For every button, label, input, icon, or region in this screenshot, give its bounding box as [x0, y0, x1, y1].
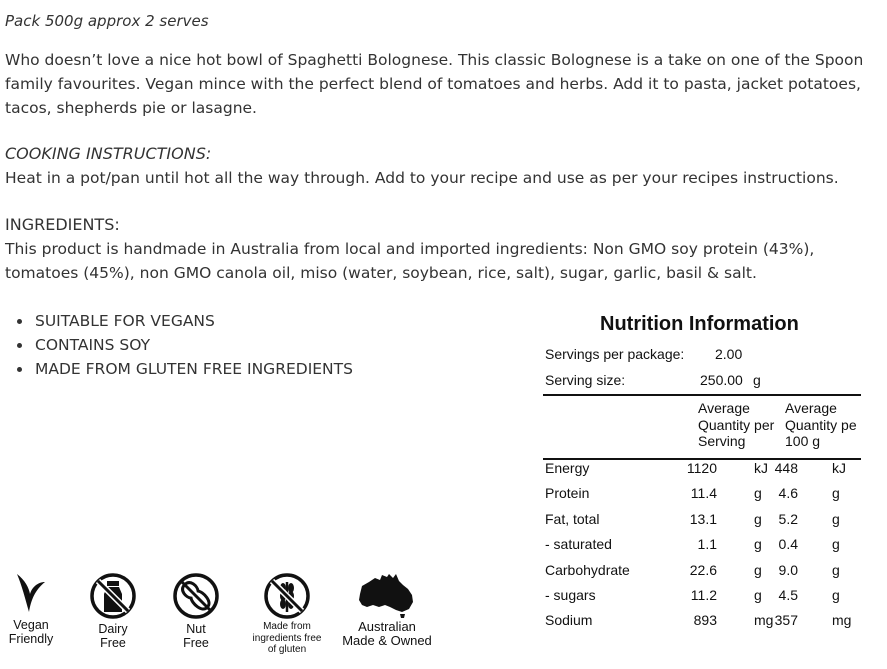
header-line: Quantity pe: [785, 416, 857, 433]
vegan-friendly-icon: [13, 570, 49, 616]
per-100g-unit: g: [832, 510, 840, 527]
per-100g-value: 4.5: [778, 587, 798, 603]
per-serving-value: 893: [693, 612, 717, 629]
badge-label: of gluten: [267, 644, 307, 655]
per-100g-unit: kJ: [832, 460, 846, 476]
header-line: Quantity per: [698, 416, 775, 433]
nut-free-badge: [170, 572, 222, 650]
badge-label: Free: [100, 636, 126, 650]
badge-label: Vegan: [13, 618, 49, 632]
australian-made-badge: [334, 572, 440, 648]
serving-size-value: 250.00: [700, 372, 743, 388]
per-100g-value: 5.2: [778, 510, 798, 527]
nutrient-name: Carbohydrate: [545, 561, 630, 578]
badge-label: ingredients free: [252, 632, 322, 644]
per-serving-unit: g: [754, 536, 762, 553]
badge-label: Friendly: [8, 632, 54, 646]
badge-label: Made from: [263, 621, 311, 632]
per-serving-value: 1.1: [697, 536, 717, 553]
nutrition-title: Nutrition Information: [600, 313, 799, 335]
servings-label: Servings per package:: [545, 346, 685, 362]
per-serving-value: 11.4: [690, 485, 717, 502]
table-rule-top: [543, 394, 861, 396]
badge-label: Dairy: [98, 622, 128, 636]
per-100g-value: 0.4: [778, 536, 798, 553]
australia-map-icon: [356, 572, 418, 618]
per-serving-unit: g: [754, 587, 762, 603]
badge-label: Australian: [358, 619, 416, 634]
dietary-claims: [14, 309, 353, 381]
header-line: 100 g: [785, 433, 821, 449]
cooking-instructions: Heat in a pot/pan until hot all the way through. Add to your recipe and use as per your recipes instructions.: [5, 169, 839, 187]
nutrient-name: - saturated: [545, 536, 612, 553]
per-serving-unit: kJ: [754, 460, 768, 476]
per-serving-value: 1120: [686, 460, 717, 476]
nutrient-name: - sugars: [545, 587, 596, 603]
per-100g-unit: mg: [832, 612, 852, 629]
per-100g-unit: g: [832, 561, 840, 578]
per-100g-value: 9.0: [778, 561, 798, 578]
claim-item: CONTAINS SOY: [14, 333, 353, 357]
cooking-heading: COOKING INSTRUCTIONS:: [5, 144, 212, 163]
dairy-free-badge: [87, 572, 139, 650]
column-header-per-serving: [698, 400, 774, 450]
gluten-free-badge: [244, 572, 330, 656]
badge-label: Free: [183, 636, 209, 650]
per-serving-unit: g: [754, 561, 762, 578]
header-line: Average: [698, 400, 750, 416]
product-description: Who doesn’t love a nice hot bowl of Spaghetti Bolognese. This classic Bolognese is a take on one of the Spoon family favourites. Vegan mince with the perfect blend of tomatoes and herbs. Add it to pasta, jacket potatoes, tacos, shepherds pie or lasagne.: [5, 51, 864, 117]
per-serving-value: 11.2: [690, 587, 717, 603]
header-line: Average: [785, 400, 837, 416]
dairy-free-icon: [89, 572, 137, 620]
nutrient-name: Fat, total: [545, 510, 600, 527]
per-100g-unit: g: [832, 536, 840, 553]
vegan-friendly-badge: [6, 570, 56, 646]
nutrient-name: Sodium: [545, 612, 593, 629]
serving-size-unit: g: [753, 372, 761, 388]
per-serving-value: 22.6: [689, 561, 717, 578]
per-100g-value: 357: [774, 612, 798, 629]
ingredients-heading: INGREDIENTS:: [5, 215, 120, 234]
per-100g-unit: g: [832, 485, 840, 502]
per-100g-value: 448: [774, 460, 798, 476]
nut-free-icon: [172, 572, 220, 620]
claim-item: SUITABLE FOR VEGANS: [14, 309, 353, 333]
per-serving-unit: g: [754, 485, 762, 502]
servings-value: 2.00: [715, 346, 743, 362]
pack-size: Pack 500g approx 2 serves: [5, 12, 209, 30]
per-serving-unit: g: [754, 510, 762, 527]
gluten-free-icon: [263, 572, 311, 620]
header-line: Serving: [698, 433, 746, 449]
serving-size-label: Serving size:: [545, 372, 626, 388]
nutrient-name: Energy: [545, 460, 590, 476]
column-header-per-100g: [785, 400, 857, 450]
claim-item: MADE FROM GLUTEN FREE INGREDIENTS: [14, 357, 353, 381]
ingredients-text: This product is handmade in Australia from local and imported ingredients: Non GMO soy protein (43%), tomatoes (45%), non GMO canola oil, miso (water, soybean, rice, salt), sugar, garlic, basil & salt.: [5, 240, 815, 282]
per-100g-value: 4.6: [778, 485, 798, 502]
badge-label: Made & Owned: [342, 633, 432, 648]
nutrient-name: Protein: [545, 485, 590, 502]
per-serving-unit: mg: [754, 612, 774, 629]
badge-label: Nut: [186, 622, 206, 636]
per-serving-value: 13.1: [689, 510, 717, 527]
per-100g-unit: g: [832, 587, 840, 603]
